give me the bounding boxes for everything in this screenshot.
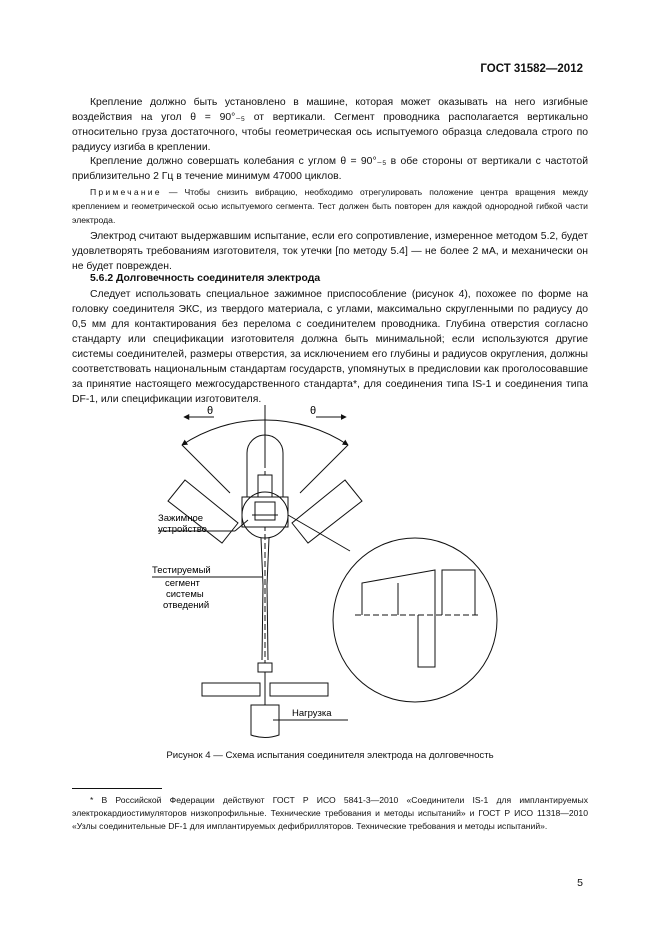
note-text: — Чтобы снизить вибрацию, необходимо отрегулировать положение центра вращения между креплением и геометрической осью испытуемого сегмента. Тест должен быть повторен для каждой однородной гибкой части электрода.	[72, 187, 588, 225]
figure-4-diagram	[130, 405, 550, 740]
section-heading: 5.6.2 Долговечность соединителя электрода	[90, 273, 321, 284]
footnote: * В Российской Федерации действуют ГОСТ Р ИСО 5841-3—2010 «Соединители IS-1 для имплантируемых электрокардиостимуляторов низкопрофильные. Технические требования и методы испытаний» и ГОСТ Р ИСО 11318—2010 «Узлы соединительные DF-1 для имплантируемых дефибрилляторов. Технические требования и методы испытаний».	[72, 795, 588, 831]
theta-left-label: θ	[207, 405, 214, 417]
segment-label-line3: системы	[166, 589, 204, 600]
paragraph-clamp: Следует использовать специальное зажимное приспособление (рисунок 4), похожее по форме на головку соединителя ЭКС, из твердого материала, с углами, максимально скругленными по радиусу до 0,5 мм для контактирования без перелома с соединителем проводника. Глубина отверстия согласно стандарту или спецификации изготовителя должна быть минимальной; если используются другие системы соединителей, размеры отверстия, за исключением его глубины и радиусов округления, должны соответствовать национальным стандартам государств, упомянутых в предисловии как проголосовавшие за принятие настоящего межгосударственного стандарта*, для соединения типа IS-1 и соединения типа DF-1, или спецификации изготовителя.	[72, 289, 588, 405]
footnote-rule	[72, 788, 162, 789]
page-number: 5	[577, 877, 583, 889]
segment-label-line1: Тестируемый	[152, 565, 211, 576]
weight-assembly	[202, 663, 348, 738]
load-label: Нагрузка	[292, 708, 332, 719]
note-label: Примечание	[90, 187, 162, 197]
standard-number: ГОСТ 31582—2012	[480, 63, 583, 75]
clamp-label-line1: Зажимное	[158, 513, 204, 524]
segment-label-line4: отведений	[163, 600, 210, 611]
clamp-label-line2: устройство	[158, 524, 207, 535]
note	[72, 185, 588, 227]
figure-caption: Рисунок 4 — Схема испытания соединителя электрода на долговечность	[166, 750, 494, 761]
detail-view	[288, 515, 497, 702]
paragraph-pass-criteria: Электрод считают выдержавшим испытание, если его сопротивление, измеренное методом 5.2, будет удовлетворять требованиям изготовителя, ток утечки [по методу 5.4] — не более 2 мА, и механически он не будет поврежден.	[72, 231, 588, 272]
paragraph-oscillation: Крепление должно совершать колебания с углом θ = 90°₋₅ в обе стороны от вертикали с частотой приблизительно 2 Гц в течение минимум 47000 циклов.	[72, 156, 588, 182]
theta-right-label: θ	[310, 405, 317, 417]
segment-label-line2: сегмент	[165, 578, 200, 589]
paragraph-mounting: Крепление должно быть установлено в машине, которая может оказывать на него изгибные воздействия на угол θ = 90°₋₅ от вертикали. Сегмент проводника располагается вертикально относительно груза достаточного, чтобы геометрическая ось испытуемого образца следовала строго по радиусу изгиба в креплении.	[72, 97, 588, 153]
clamp-device	[242, 435, 288, 663]
